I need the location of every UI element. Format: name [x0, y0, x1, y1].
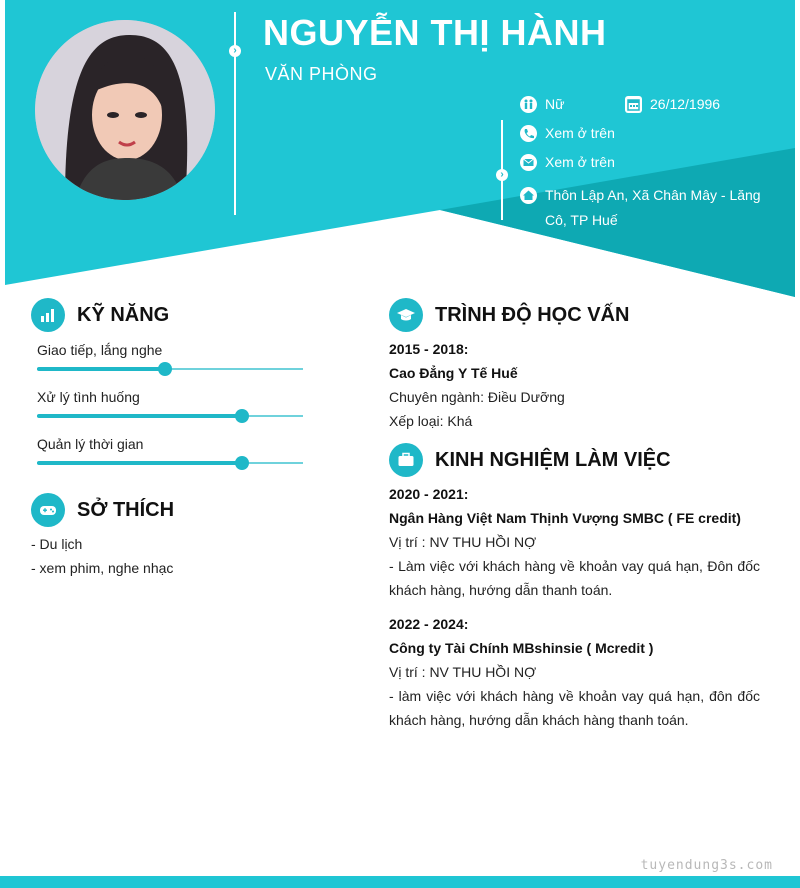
bar-chart-icon: [31, 298, 65, 332]
phone-row: [520, 125, 615, 142]
gender-row: [520, 96, 564, 113]
birthdate-row: [625, 96, 720, 113]
education-grade: Xếp loại: Khá: [389, 413, 473, 429]
skill-bar-fill: [37, 367, 165, 371]
email-icon: [520, 154, 537, 171]
skill-bar: [37, 415, 303, 417]
address-value: [545, 183, 775, 233]
experience-heading: [389, 443, 671, 477]
skills-heading: [31, 298, 169, 332]
job-company: Ngân Hàng Việt Nam Thịnh Vượng SMBC ( FE credit): [389, 510, 741, 526]
header-divider-line: [234, 12, 236, 215]
gamepad-icon: [31, 493, 65, 527]
skill-bar: [37, 462, 303, 464]
education-heading: [389, 298, 629, 332]
skill-bar-knob: [235, 409, 249, 423]
job-role: Vị trí : NV THU HỒI NỢ: [389, 664, 537, 680]
hobbies-title: SỞ THÍCH: [77, 498, 175, 521]
address-row: [520, 183, 775, 233]
candidate-position: VĂN PHÒNG: [265, 64, 378, 84]
footer-bar: [0, 876, 800, 888]
education-title: TRÌNH ĐỘ HỌC VẤN: [435, 303, 630, 326]
skill-label: Quản lý thời gian: [37, 436, 144, 452]
skills-title: KỸ NĂNG: [77, 303, 170, 326]
home-icon: [520, 187, 537, 204]
address-line-2: Cô, TP Huế: [545, 212, 618, 228]
job-description: - Làm việc với khách hàng về khoản vay quá hạn, Đôn đốc khách hàng, hướng dẫn thanh toán.: [389, 558, 760, 598]
skill-bar: [37, 368, 303, 370]
skill-bar-fill: [37, 414, 242, 418]
birthdate-value: 26/12/1996: [650, 96, 721, 112]
skill-label: Giao tiếp, lắng nghe: [37, 342, 163, 358]
hobby-item: - xem phim, nghe nhạc: [31, 560, 174, 576]
skill-bar-fill: [37, 461, 242, 465]
hobbies-heading: [31, 493, 174, 527]
briefcase-icon: [389, 443, 423, 477]
candidate-name: NGUYỄN THỊ HÀNH: [263, 12, 607, 53]
email-row: [520, 154, 615, 171]
skill-bar-knob: [235, 456, 249, 470]
hobby-item: - Du lịch: [31, 536, 83, 552]
education-school: Cao Đẳng Y Tế Huế: [389, 365, 518, 381]
gender-icon: [520, 96, 537, 113]
job-role: Vị trí : NV THU HỒI NỢ: [389, 534, 537, 550]
email-value: Xem ở trên: [545, 154, 615, 170]
job-company: Công ty Tài Chính MBshinsie ( Mcredit ): [389, 640, 654, 656]
phone-icon: [520, 125, 537, 142]
calendar-icon: [625, 96, 642, 113]
education-major: Chuyên ngành: Điều Dưỡng: [389, 389, 565, 405]
skill-label: Xử lý tình huống: [37, 389, 140, 405]
job-period: 2022 - 2024:: [389, 616, 469, 632]
job-period: 2020 - 2021:: [389, 486, 469, 502]
graduation-cap-icon: [389, 298, 423, 332]
chevron-right-icon: ›: [496, 169, 508, 181]
skill-bar-knob: [158, 362, 172, 376]
gender-value: Nữ: [545, 96, 565, 112]
watermark: tuyendung3s.com: [640, 858, 773, 873]
job-description: - làm việc với khách hàng về khoản vay quá hạn, đôn đốc khách hàng, hướng dẫn khách hàng thanh toán.: [389, 688, 760, 728]
chevron-right-icon: ›: [229, 45, 241, 57]
education-period: 2015 - 2018:: [389, 341, 469, 357]
address-line-1: Thôn Lập An, Xã Chân Mây - Lăng: [545, 187, 761, 203]
experience-title: KINH NGHIỆM LÀM VIỆC: [435, 448, 671, 471]
avatar: [35, 20, 215, 200]
phone-value: Xem ở trên: [545, 125, 615, 141]
